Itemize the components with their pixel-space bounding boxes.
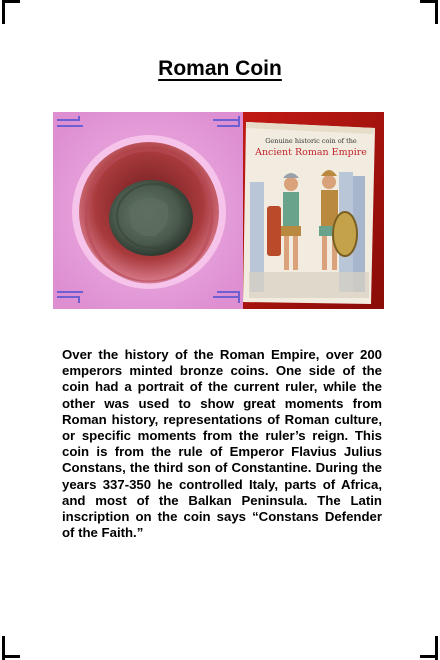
crop-mark-top-right <box>435 0 438 24</box>
crop-mark-bottom-right <box>420 655 438 658</box>
crop-mark-top-left <box>2 0 20 3</box>
coin-photo <box>53 112 384 309</box>
crop-mark-bottom-left <box>2 655 20 658</box>
coin <box>109 180 193 256</box>
page-title-text: Roman Coin <box>158 57 282 80</box>
booklet <box>243 112 384 309</box>
crop-mark-top-right <box>420 0 438 3</box>
booklet-subtitle: Genuine historic coin of the <box>265 137 357 145</box>
crop-mark-top-left <box>2 0 5 24</box>
description-paragraph: Over the history of the Roman Empire, over 200 emperors minted bronze coins. One side of the coin had a portrait of the current ruler, while the other was used to show great moments from Roman history, representations of Roman culture, or specific moments from the ruler’s reign. This coin is from the rule of Emperor Flavius Julius Constans, the third son of Constantine. During the years 337-350 he controlled Italy, parts of Africa, and most of the Balkan Peninsula. The Latin inscription on the coin says “Constans Defender of the Faith.” <box>62 347 382 541</box>
booklet-title: Ancient Roman Empire <box>255 147 367 158</box>
page-title <box>0 57 440 81</box>
